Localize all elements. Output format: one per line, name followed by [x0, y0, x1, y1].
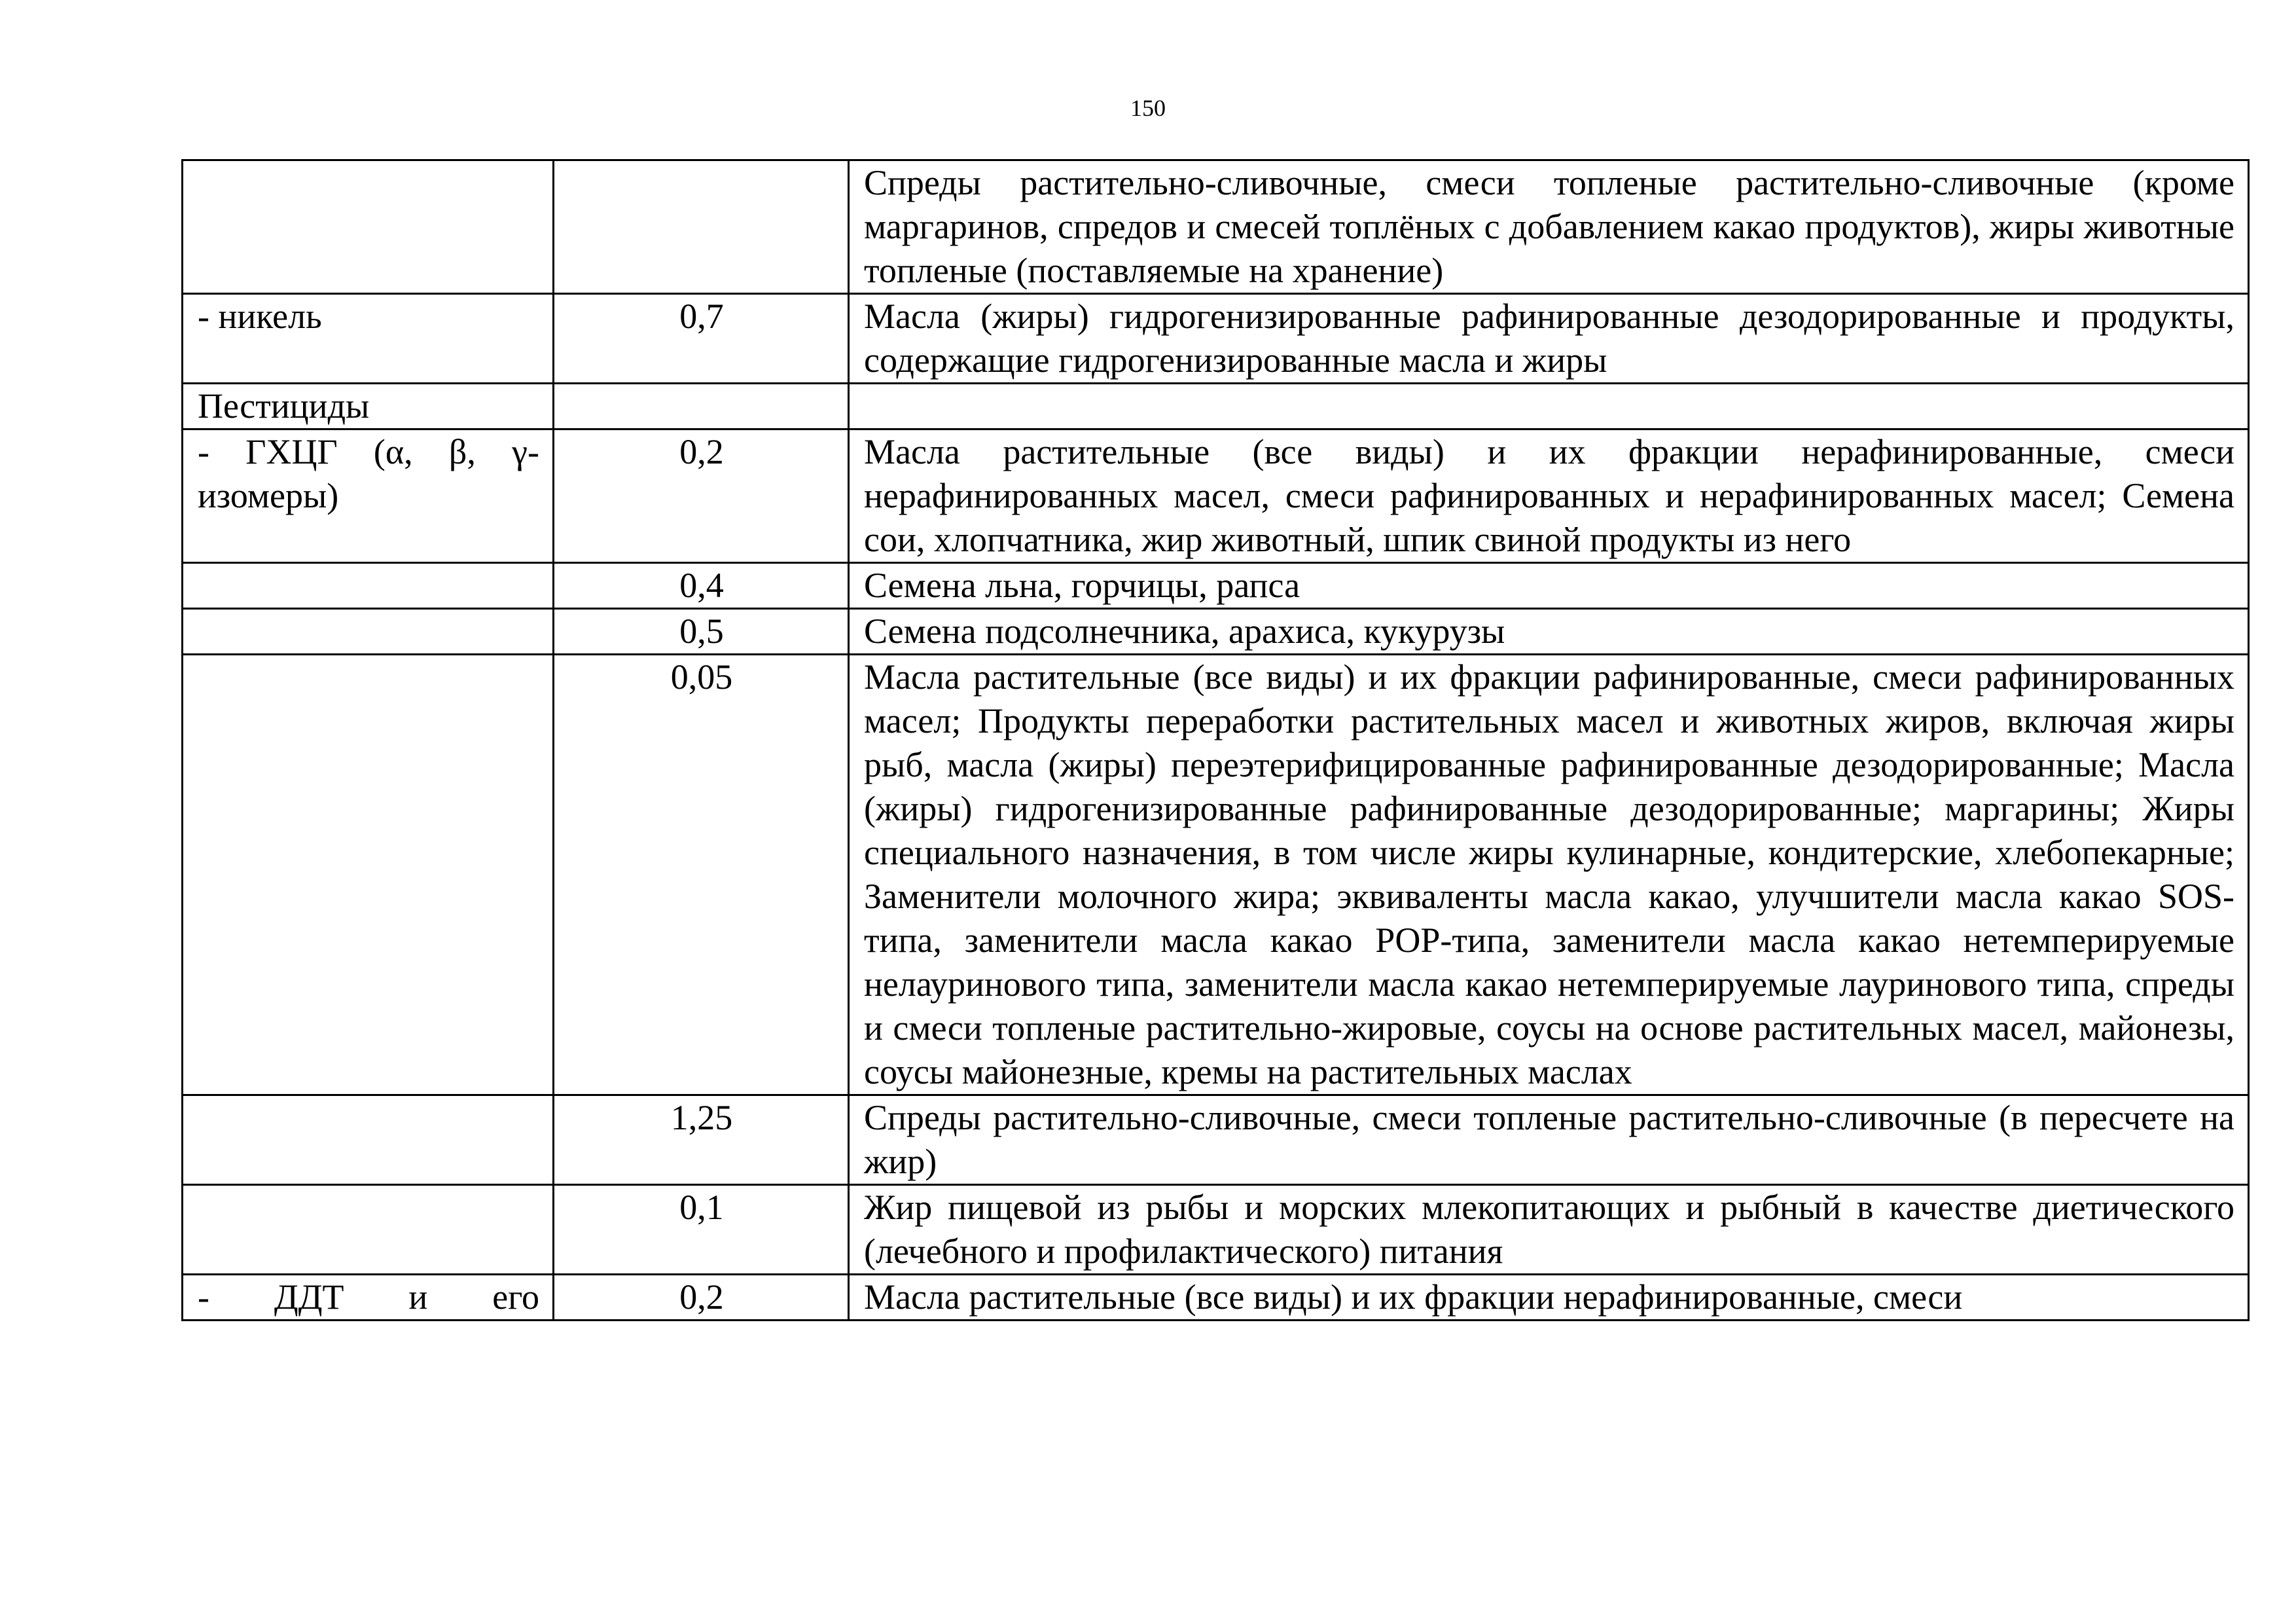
permissible-level-cell: 0,2 — [554, 1275, 849, 1321]
table-row — [183, 1185, 2249, 1275]
table-row — [183, 1275, 2249, 1321]
table-row — [183, 563, 2249, 609]
permissible-level-cell — [554, 384, 849, 429]
indicator-cell — [183, 563, 554, 609]
table-row — [183, 1095, 2249, 1185]
table-row — [183, 384, 2249, 429]
products-cell: Масла растительные (все виды) и их фракции нерафинированные, смеси — [849, 1275, 2249, 1321]
indicator-cell — [183, 1095, 554, 1185]
products-cell: Спреды растительно-сливочные, смеси топленые растительно-сливочные (кроме маргаринов, спредов и смесей топлёных с добавлением какао продуктов), жиры животные топленые (поставляемые на хранение) — [849, 160, 2249, 294]
indicator-cell: - ГХЦГ (α, β, γ-изомеры) — [183, 429, 554, 563]
table-row — [183, 429, 2249, 563]
permissible-level-cell: 0,7 — [554, 294, 849, 384]
products-cell: Спреды растительно-сливочные, смеси топленые растительно-сливочные (в пересчете на жир) — [849, 1095, 2249, 1185]
table-row — [183, 160, 2249, 294]
hygiene-requirements-table — [181, 159, 2250, 1321]
indicator-cell: - ДДТ и его — [183, 1275, 554, 1321]
products-cell: Масла растительные (все виды) и их фракции нерафинированные, смеси нерафинированных масел, смеси рафинированных и нерафинированных масел; Семена сои, хлопчатника, жир животный, шпик свиной продукты из него — [849, 429, 2249, 563]
indicator-cell — [183, 609, 554, 655]
products-cell — [849, 384, 2249, 429]
indicator-cell — [183, 1185, 554, 1275]
table-row — [183, 294, 2249, 384]
permissible-level-cell — [554, 160, 849, 294]
products-cell: Семена подсолнечника, арахиса, кукурузы — [849, 609, 2249, 655]
products-cell: Масла (жиры) гидрогенизированные рафинированные дезодорированные и продукты, содержащие гидрогенизированные масла и жиры — [849, 294, 2249, 384]
products-cell: Семена льна, горчицы, рапса — [849, 563, 2249, 609]
table-row — [183, 609, 2249, 655]
permissible-level-cell: 0,4 — [554, 563, 849, 609]
page-number: 150 — [1130, 95, 1166, 121]
products-cell: Масла растительные (все виды) и их фракции рафинированные, смеси рафинированных масел; Продукты переработки растительных масел и животных жиров, включая жиры рыб, масла (жиры) переэтерифицированные рафинированные дезодорированные; Масла (жиры) гидрогенизированные рафинированные дезодорированные; маргарины; Жиры специального назначения, в том числе жиры кулинарные, кондитерские, хлебопекарные; Заменители молочного жира; эквиваленты масла какао, улучшители масла какао SOS-типа, заменители масла какао POP-типа, заменители масла какао нетемперируемые нелауринового типа, заменители масла какао нетемперируемые лауринового типа, спреды и смеси топленые растительно-жировые, соусы на основе растительных масел, майонезы, соусы майонезные, кремы на растительных маслах — [849, 655, 2249, 1095]
permissible-level-cell: 0,05 — [554, 655, 849, 1095]
permissible-level-cell: 0,2 — [554, 429, 849, 563]
indicator-cell — [183, 655, 554, 1095]
permissible-level-cell: 0,5 — [554, 609, 849, 655]
products-cell: Жир пищевой из рыбы и морских млекопитающих и рыбный в качестве диетического (лечебного и профилактического) питания — [849, 1185, 2249, 1275]
permissible-level-cell: 0,1 — [554, 1185, 849, 1275]
table-row — [183, 655, 2249, 1095]
section-heading-cell: Пестициды — [183, 384, 554, 429]
indicator-cell — [183, 160, 554, 294]
indicator-cell: - никель — [183, 294, 554, 384]
permissible-level-cell: 1,25 — [554, 1095, 849, 1185]
